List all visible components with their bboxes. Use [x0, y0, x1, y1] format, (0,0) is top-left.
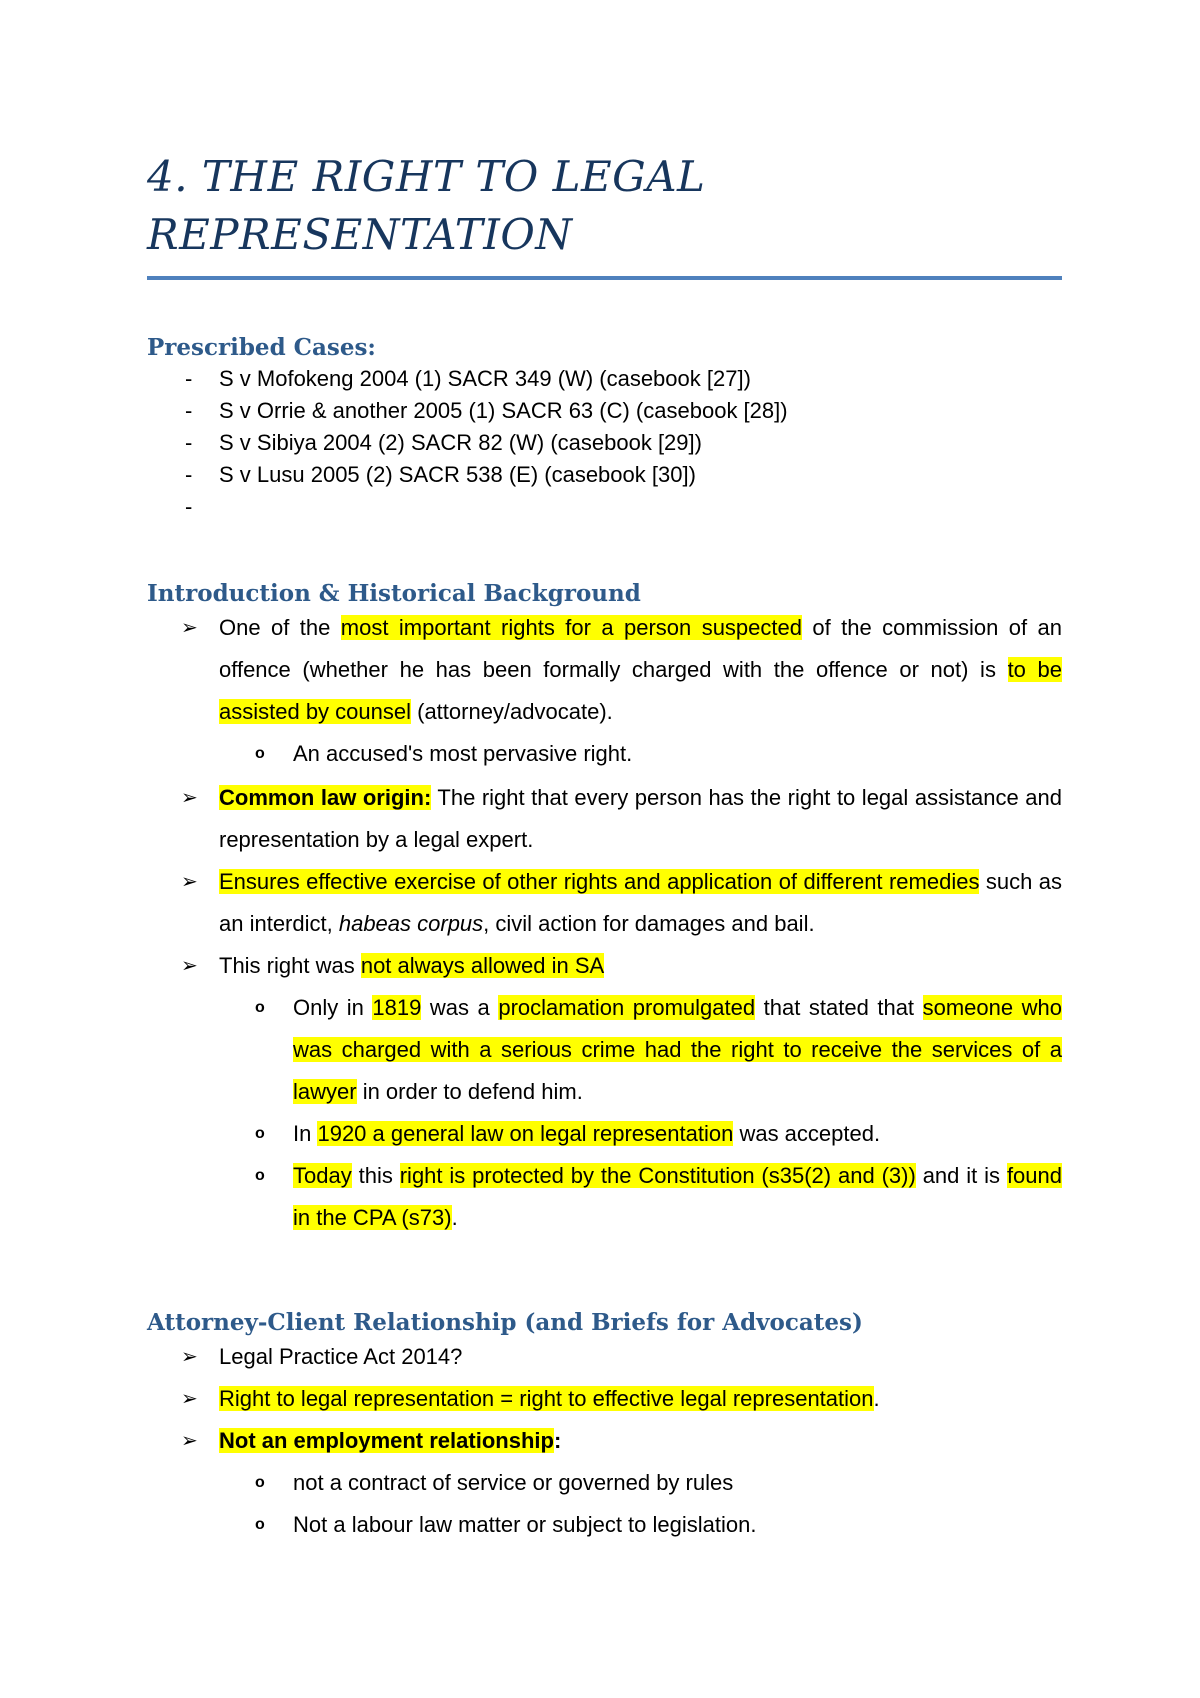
attorney-section	[147, 1336, 1062, 1546]
arrow-bullet-icon: ➢	[181, 871, 198, 893]
title-underline	[147, 276, 1062, 280]
list-item: - S v Sibiya 2004 (2) SACR 82 (W) (casebook [29])	[147, 427, 788, 459]
prescribed-cases-heading: Prescribed Cases:	[147, 334, 376, 361]
bullet-paragraph: ➢ One of the most important rights for a person suspected of the commission of an offence (whether he has been formally charged with the offence or not) is to be assisted by counsel (attorney/advocate).	[147, 607, 1062, 733]
intro-section	[147, 607, 1062, 1239]
arrow-bullet-icon: ➢	[181, 617, 198, 639]
arrow-bullet-icon: ➢	[181, 1430, 198, 1452]
intro-heading: Introduction & Historical Background	[147, 580, 641, 607]
dash-bullet-icon: -	[185, 494, 193, 519]
bullet-paragraph: ➢ This right was not always allowed in SA	[147, 945, 1062, 987]
sub-bullet-paragraph: o In 1920 a general law on legal representation was accepted.	[147, 1113, 1062, 1155]
attorney-client-heading: Attorney-Client Relationship (and Briefs for Advocates)	[147, 1309, 863, 1336]
arrow-bullet-icon: ➢	[181, 955, 198, 977]
sub-bullet-paragraph: o An accused's most pervasive right.	[147, 733, 1062, 775]
list-item: - S v Orrie & another 2005 (1) SACR 63 (C) (casebook [28])	[147, 395, 788, 427]
arrow-bullet-icon: ➢	[181, 1346, 198, 1368]
bullet-paragraph: ➢ Right to legal representation = right to effective legal representation.	[147, 1378, 1062, 1420]
bullet-paragraph: ➢ Legal Practice Act 2014?	[147, 1336, 1062, 1378]
page-title	[147, 148, 1062, 264]
sub-bullet-paragraph: o Not a labour law matter or subject to legislation.	[147, 1504, 1062, 1546]
arrow-bullet-icon: ➢	[181, 787, 198, 809]
list-item: - S v Mofokeng 2004 (1) SACR 349 (W) (casebook [27])	[147, 363, 788, 395]
circle-bullet-icon: o	[255, 999, 265, 1016]
list-item: - S v Lusu 2005 (2) SACR 538 (E) (casebook [30])	[147, 459, 788, 491]
title-line-1: 4. THE RIGHT TO LEGAL	[147, 152, 706, 201]
dash-bullet-icon: -	[185, 366, 193, 391]
sub-bullet-paragraph: o Today this right is protected by the Constitution (s35(2) and (3)) and it is found in the CPA (s73).	[147, 1155, 1062, 1239]
sub-bullet-paragraph: o not a contract of service or governed by rules	[147, 1462, 1062, 1504]
list-item	[147, 491, 788, 523]
bullet-paragraph: ➢ Not an employment relationship:	[147, 1420, 1062, 1462]
circle-bullet-icon: o	[255, 1125, 265, 1142]
sub-bullet-paragraph: o Only in 1819 was a proclamation promulgated that stated that someone who was charged with a serious crime had the right to receive the services of a lawyer in order to defend him.	[147, 987, 1062, 1113]
bullet-paragraph: ➢ Ensures effective exercise of other rights and application of different remedies such as an interdict, habeas corpus, civil action for damages and bail.	[147, 861, 1062, 945]
dash-bullet-icon: -	[185, 398, 193, 423]
dash-bullet-icon: -	[185, 430, 193, 455]
circle-bullet-icon: o	[255, 745, 265, 762]
circle-bullet-icon: o	[255, 1516, 265, 1533]
circle-bullet-icon: o	[255, 1167, 265, 1184]
bullet-paragraph: ➢ Common law origin: The right that every person has the right to legal assistance and representation by a legal expert.	[147, 777, 1062, 861]
prescribed-cases-list	[147, 363, 788, 523]
arrow-bullet-icon: ➢	[181, 1388, 198, 1410]
circle-bullet-icon: o	[255, 1474, 265, 1491]
dash-bullet-icon: -	[185, 462, 193, 487]
title-line-2: REPRESENTATION	[147, 210, 573, 259]
